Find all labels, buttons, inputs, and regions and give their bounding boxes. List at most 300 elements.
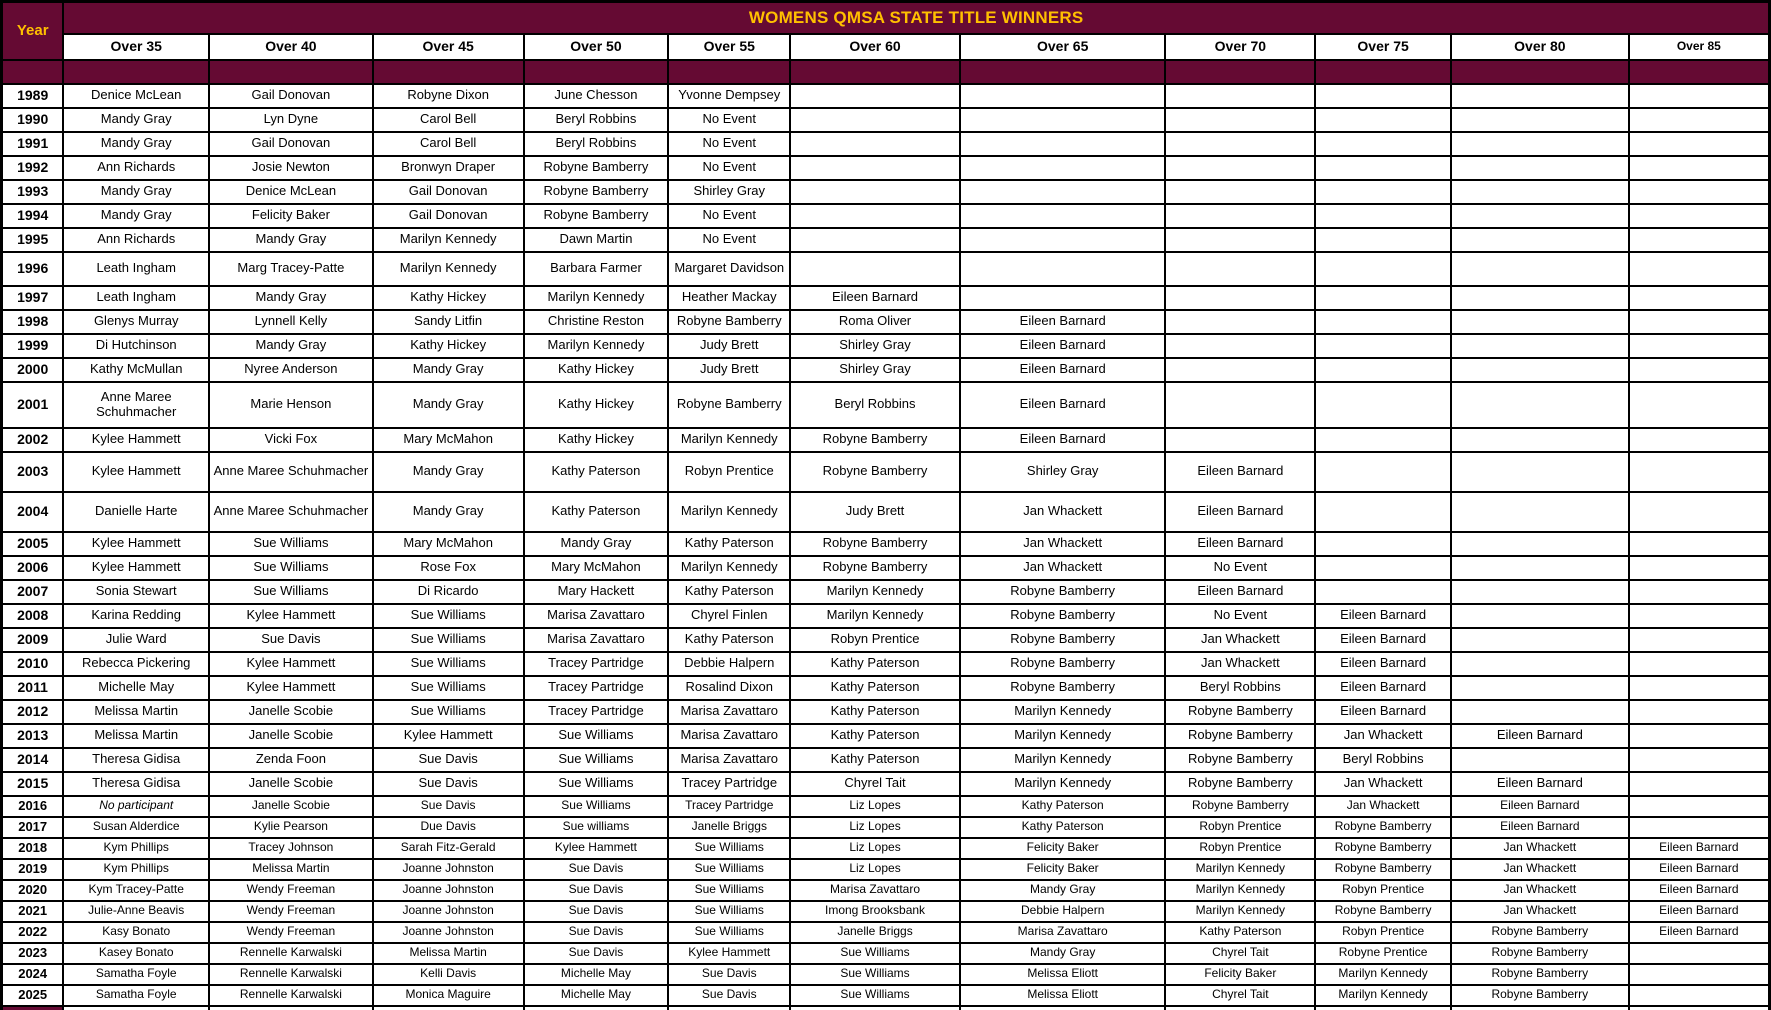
year-cell: 2015 xyxy=(2,772,64,796)
winner-cell: Eileen Barnard xyxy=(1165,532,1315,556)
winner-cell: Sue Williams xyxy=(524,724,669,748)
winner-cell: Marisa Zavattaro xyxy=(790,880,960,901)
winner-cell: Robyne Bamberry xyxy=(1315,901,1451,922)
winner-cell: Debbie Halpern xyxy=(668,652,790,676)
winner-cell xyxy=(1315,84,1451,108)
winner-cell: Beryl Robbins xyxy=(1315,748,1451,772)
winner-cell: Sue Williams xyxy=(373,652,524,676)
winner-cell: Josie Newton xyxy=(209,156,373,180)
winner-cell xyxy=(1629,796,1770,817)
winner-cell: Robyne Bamberry xyxy=(1165,748,1315,772)
winner-cell xyxy=(1629,252,1770,286)
winner-cell: Robyn Prentice xyxy=(1315,880,1451,901)
maroon-spacer-row xyxy=(2,60,1770,84)
winner-cell: Sue Williams xyxy=(668,880,790,901)
winner-cell: Rennelle Karwalski xyxy=(209,985,373,1006)
year-cell xyxy=(2,1006,64,1010)
winner-cell: Eileen Barnard xyxy=(1165,452,1315,492)
winner-cell: Chyrel Finlen xyxy=(668,604,790,628)
winner-cell xyxy=(1451,382,1629,428)
winner-cell: Kathy Paterson xyxy=(960,796,1166,817)
winner-cell xyxy=(1315,156,1451,180)
winner-cell: Mandy Gray xyxy=(960,880,1166,901)
winner-cell: Robyne Dixon xyxy=(373,84,524,108)
winner-cell: Eileen Barnard xyxy=(790,286,960,310)
column-header-over-50: Over 50 xyxy=(524,34,669,60)
table-row xyxy=(2,132,1770,156)
winner-cell xyxy=(790,180,960,204)
winner-cell xyxy=(960,204,1166,228)
winner-cell xyxy=(1315,252,1451,286)
winner-cell xyxy=(1315,532,1451,556)
column-header-over-65: Over 65 xyxy=(960,34,1166,60)
winner-cell: Robyne Bamberry xyxy=(1165,724,1315,748)
winner-cell: Robyne Bamberry xyxy=(960,604,1166,628)
spacer-cell xyxy=(1629,60,1770,84)
winner-cell: Marilyn Kennedy xyxy=(960,700,1166,724)
winner-cell: Robyne Bamberry xyxy=(790,452,960,492)
winner-cell xyxy=(960,1006,1166,1010)
winner-cell: Marie Henson xyxy=(209,382,373,428)
winner-cell xyxy=(1315,556,1451,580)
winner-cell: Eileen Barnard xyxy=(1629,859,1770,880)
winner-cell: Theresa Gidisa xyxy=(63,772,209,796)
winner-cell: Anne Maree Schuhmacher xyxy=(63,382,209,428)
table-body xyxy=(2,84,1770,1010)
winner-cell xyxy=(1629,358,1770,382)
table-row xyxy=(2,628,1770,652)
winner-cell: Tracey Partridge xyxy=(668,796,790,817)
spacer-cell xyxy=(209,60,373,84)
winner-cell: Sue Williams xyxy=(668,922,790,943)
table-row xyxy=(2,943,1770,964)
table-row xyxy=(2,724,1770,748)
winner-cell xyxy=(1629,84,1770,108)
winner-cell xyxy=(1451,132,1629,156)
table-row xyxy=(2,922,1770,943)
winner-cell: Sue Davis xyxy=(373,796,524,817)
winner-cell: Sue Williams xyxy=(524,748,669,772)
winner-cell xyxy=(1451,180,1629,204)
winner-cell: Eileen Barnard xyxy=(1165,580,1315,604)
winner-cell: Marilyn Kennedy xyxy=(790,604,960,628)
column-header-over-80: Over 80 xyxy=(1451,34,1629,60)
winner-cell xyxy=(1165,204,1315,228)
year-cell: 1990 xyxy=(2,108,64,132)
winner-cell: Eileen Barnard xyxy=(960,428,1166,452)
winner-cell xyxy=(1315,334,1451,358)
spacer-cell xyxy=(1451,60,1629,84)
winner-cell: Rennelle Karwalski xyxy=(209,943,373,964)
winner-cell: Marisa Zavattaro xyxy=(524,604,669,628)
winner-cell xyxy=(1165,382,1315,428)
year-cell: 2003 xyxy=(2,452,64,492)
winner-cell: Sandy Litfin xyxy=(373,310,524,334)
winner-cell xyxy=(1629,628,1770,652)
winner-cell: Janelle Scobie xyxy=(209,772,373,796)
winner-cell: Robyn Prentice xyxy=(1165,838,1315,859)
winner-cell: Barbara Farmer xyxy=(524,252,669,286)
winner-cell xyxy=(63,1006,209,1010)
year-cell: 2007 xyxy=(2,580,64,604)
winner-cell: Robyne Bamberry xyxy=(960,676,1166,700)
winner-cell: No Event xyxy=(668,156,790,180)
winner-cell xyxy=(1451,628,1629,652)
winner-cell: Marilyn Kennedy xyxy=(373,252,524,286)
winner-cell: Sue Davis xyxy=(373,748,524,772)
table-row xyxy=(2,652,1770,676)
winner-cell: Melissa Martin xyxy=(209,859,373,880)
winner-cell: Kylee Hammett xyxy=(209,652,373,676)
spacer-cell xyxy=(63,60,209,84)
winner-cell: Kathy Paterson xyxy=(524,452,669,492)
winner-cell xyxy=(1451,652,1629,676)
winner-cell: Kathy Hickey xyxy=(373,286,524,310)
winner-cell: Jan Whackett xyxy=(1315,772,1451,796)
winner-cell xyxy=(960,252,1166,286)
winner-cell: Robyne Bamberry xyxy=(1315,859,1451,880)
header-title-row xyxy=(2,2,1770,34)
winner-cell: Mandy Gray xyxy=(524,532,669,556)
winner-cell: Mandy Gray xyxy=(373,492,524,532)
winner-cell: Leath Ingham xyxy=(63,286,209,310)
winner-cell: Anne Maree Schuhmacher xyxy=(209,492,373,532)
winner-cell: Sue Davis xyxy=(524,922,669,943)
winner-cell xyxy=(960,180,1166,204)
column-header-row xyxy=(2,34,1770,60)
winner-cell: Marilyn Kennedy xyxy=(1315,985,1451,1006)
winner-cell xyxy=(1629,964,1770,985)
year-cell: 1998 xyxy=(2,310,64,334)
spacer-cell xyxy=(1315,60,1451,84)
winner-cell: Jan Whackett xyxy=(1165,652,1315,676)
winner-cell xyxy=(1629,556,1770,580)
winner-cell: Marilyn Kennedy xyxy=(1315,964,1451,985)
winner-cell: Denice McLean xyxy=(63,84,209,108)
spacer-cell xyxy=(960,60,1166,84)
winner-cell xyxy=(1451,676,1629,700)
winner-cell xyxy=(1451,156,1629,180)
winner-cell: Sue Williams xyxy=(209,532,373,556)
winner-cell: Danielle Harte xyxy=(63,492,209,532)
winner-cell: Joanne Johnston xyxy=(373,880,524,901)
table-row xyxy=(2,964,1770,985)
winner-cell: Robyne Bamberry xyxy=(790,556,960,580)
winner-cell: Robyne Bamberry xyxy=(1451,943,1629,964)
page-title: WOMENS QMSA STATE TITLE WINNERS xyxy=(63,2,1769,34)
winner-cell: Eileen Barnard xyxy=(1629,922,1770,943)
winner-cell: Kathy Paterson xyxy=(790,724,960,748)
winner-cell: Bronwyn Draper xyxy=(373,156,524,180)
winner-cell xyxy=(1315,310,1451,334)
winner-cell: Sue Davis xyxy=(373,772,524,796)
winner-cell xyxy=(1629,676,1770,700)
winner-cell: Eileen Barnard xyxy=(1315,628,1451,652)
winner-cell: Kathy Paterson xyxy=(960,817,1166,838)
winner-cell: Sue Williams xyxy=(373,628,524,652)
table-row xyxy=(2,796,1770,817)
year-cell: 1999 xyxy=(2,334,64,358)
winner-cell: Kylee Hammett xyxy=(63,532,209,556)
table-row xyxy=(2,901,1770,922)
winner-cell: Sue Davis xyxy=(524,901,669,922)
winner-cell: No Event xyxy=(668,132,790,156)
winner-cell xyxy=(1451,252,1629,286)
year-cell: 2009 xyxy=(2,628,64,652)
winner-cell: Sue Williams xyxy=(668,838,790,859)
winner-cell: Mary McMahon xyxy=(373,532,524,556)
winner-cell xyxy=(1629,382,1770,428)
winner-cell: Kylee Hammett xyxy=(63,556,209,580)
winner-cell xyxy=(790,204,960,228)
winner-cell: Chyrel Tait xyxy=(790,772,960,796)
table-row xyxy=(2,676,1770,700)
winner-cell xyxy=(1629,700,1770,724)
winner-cell: Sue Williams xyxy=(790,943,960,964)
winner-cell xyxy=(1629,452,1770,492)
winner-cell: Kathy Paterson xyxy=(790,652,960,676)
winner-cell: Gail Donovan xyxy=(373,204,524,228)
winner-cell: Melissa Martin xyxy=(63,724,209,748)
winner-cell: Wendy Freeman xyxy=(209,901,373,922)
winner-cell xyxy=(1315,358,1451,382)
table-row xyxy=(2,84,1770,108)
winner-cell: Michelle May xyxy=(63,676,209,700)
winner-cell: Marisa Zavattaro xyxy=(524,628,669,652)
winner-cell: Eileen Barnard xyxy=(1451,796,1629,817)
winner-cell xyxy=(1629,652,1770,676)
year-cell: 1989 xyxy=(2,84,64,108)
spacer-cell xyxy=(1165,60,1315,84)
winner-cell xyxy=(1165,252,1315,286)
winner-cell: Kasy Bonato xyxy=(63,922,209,943)
column-header-over-55: Over 55 xyxy=(668,34,790,60)
winner-cell xyxy=(1629,817,1770,838)
winner-cell: Eileen Barnard xyxy=(1451,772,1629,796)
winner-cell xyxy=(1451,84,1629,108)
table-row xyxy=(2,532,1770,556)
winner-cell: Janelle Briggs xyxy=(790,922,960,943)
winner-cell: Zenda Foon xyxy=(209,748,373,772)
winner-cell: Robyne Bamberry xyxy=(1165,772,1315,796)
winner-cell xyxy=(1629,748,1770,772)
table-row xyxy=(2,1006,1770,1010)
year-cell: 1995 xyxy=(2,228,64,252)
winner-cell: Shirley Gray xyxy=(668,180,790,204)
winner-cell: Sue Williams xyxy=(668,859,790,880)
winner-cell: Tracey Johnson xyxy=(209,838,373,859)
year-cell: 1991 xyxy=(2,132,64,156)
year-cell: 2000 xyxy=(2,358,64,382)
winner-cell: Mary McMahon xyxy=(373,428,524,452)
winner-cell: Sue Williams xyxy=(373,700,524,724)
winner-cell: Vicki Fox xyxy=(209,428,373,452)
winner-cell xyxy=(1165,180,1315,204)
winner-cell xyxy=(960,286,1166,310)
winner-cell xyxy=(1451,700,1629,724)
winner-cell xyxy=(960,156,1166,180)
spacer-cell xyxy=(790,60,960,84)
winner-cell: Jan Whackett xyxy=(1451,859,1629,880)
winner-cell xyxy=(1315,580,1451,604)
winner-cell xyxy=(1629,1006,1770,1010)
winner-cell: Lynnell Kelly xyxy=(209,310,373,334)
winner-cell: No Event xyxy=(1165,604,1315,628)
winner-cell: Yvonne Dempsey xyxy=(668,84,790,108)
winner-cell: Eileen Barnard xyxy=(960,358,1166,382)
winner-cell: Theresa Gidisa xyxy=(63,748,209,772)
winner-cell: Robyn Prentice xyxy=(1315,922,1451,943)
year-cell: 2019 xyxy=(2,859,64,880)
winner-cell xyxy=(960,84,1166,108)
table-row xyxy=(2,228,1770,252)
winner-cell: Kym Phillips xyxy=(63,838,209,859)
winner-cell: Robyne Bamberry xyxy=(524,204,669,228)
winner-cell: Robyne Bamberry xyxy=(524,156,669,180)
winner-cell xyxy=(373,1006,524,1010)
winner-cell xyxy=(1451,228,1629,252)
winner-cell xyxy=(1315,1006,1451,1010)
year-cell: 2011 xyxy=(2,676,64,700)
column-header-over-60: Over 60 xyxy=(790,34,960,60)
winner-cell xyxy=(1629,724,1770,748)
table-row xyxy=(2,838,1770,859)
winner-cell xyxy=(1315,180,1451,204)
winner-cell xyxy=(1451,580,1629,604)
winner-cell: Joanne Johnston xyxy=(373,922,524,943)
winner-cell: Mandy Gray xyxy=(373,382,524,428)
winner-cell xyxy=(1165,108,1315,132)
winner-cell xyxy=(1451,358,1629,382)
winner-cell: Debbie Halpern xyxy=(960,901,1166,922)
winner-cell: Judy Brett xyxy=(668,358,790,382)
winner-cell: Shirley Gray xyxy=(960,452,1166,492)
winner-cell: Marisa Zavattaro xyxy=(668,700,790,724)
winner-cell: Rosalind Dixon xyxy=(668,676,790,700)
winner-cell: Jan Whackett xyxy=(1451,901,1629,922)
table-row xyxy=(2,286,1770,310)
table-row xyxy=(2,452,1770,492)
winner-cell: No Event xyxy=(668,204,790,228)
winner-cell xyxy=(790,108,960,132)
winner-cell xyxy=(1165,228,1315,252)
winner-cell: Kasey Bonato xyxy=(63,943,209,964)
column-header-over-75: Over 75 xyxy=(1315,34,1451,60)
winner-cell: Marilyn Kennedy xyxy=(1165,859,1315,880)
winner-cell: Sue williams xyxy=(524,817,669,838)
winner-cell: Melissa Martin xyxy=(63,700,209,724)
winner-cell: Roma Oliver xyxy=(790,310,960,334)
table-row xyxy=(2,204,1770,228)
winner-cell: Sue Williams xyxy=(209,556,373,580)
winner-cell xyxy=(1629,228,1770,252)
column-header-over-85: Over 85 xyxy=(1629,34,1770,60)
winner-cell: Eileen Barnard xyxy=(1629,838,1770,859)
winner-cell: Robyn Prentice xyxy=(1165,817,1315,838)
winner-cell: Eileen Barnard xyxy=(1315,652,1451,676)
winner-cell: Robyn Prentice xyxy=(668,452,790,492)
winner-cell: Melissa Martin xyxy=(373,943,524,964)
winner-cell xyxy=(1451,334,1629,358)
winner-cell xyxy=(1451,604,1629,628)
winner-cell: Sue Davis xyxy=(524,859,669,880)
winner-cell: Kylee Hammett xyxy=(668,943,790,964)
winner-cell: Sue Williams xyxy=(373,604,524,628)
winner-cell: Robyne Bamberry xyxy=(524,180,669,204)
table-row xyxy=(2,859,1770,880)
winner-cell: Julie-Anne Beavis xyxy=(63,901,209,922)
year-cell: 2006 xyxy=(2,556,64,580)
winner-cell xyxy=(1629,985,1770,1006)
year-cell: 2025 xyxy=(2,985,64,1006)
winner-cell: Marilyn Kennedy xyxy=(668,556,790,580)
winner-cell: Robyne Bamberry xyxy=(1165,796,1315,817)
winner-cell: Robyne Bamberry xyxy=(1315,838,1451,859)
year-cell: 2004 xyxy=(2,492,64,532)
table-row xyxy=(2,108,1770,132)
year-cell: 2008 xyxy=(2,604,64,628)
winner-cell xyxy=(524,1006,669,1010)
winner-cell: Jan Whackett xyxy=(1315,796,1451,817)
winner-cell xyxy=(1629,772,1770,796)
winner-cell: Eileen Barnard xyxy=(960,310,1166,334)
winner-cell: Gail Donovan xyxy=(373,180,524,204)
winner-cell: Jan Whackett xyxy=(960,556,1166,580)
winner-cell: Felicity Baker xyxy=(960,859,1166,880)
column-header-over-40: Over 40 xyxy=(209,34,373,60)
winner-cell: Kathy Hickey xyxy=(524,428,669,452)
year-cell: 2021 xyxy=(2,901,64,922)
winner-cell: Samatha Foyle xyxy=(63,985,209,1006)
winner-cell xyxy=(1165,132,1315,156)
winner-cell: Beryl Robbins xyxy=(790,382,960,428)
winner-cell: Tracey Partridge xyxy=(668,772,790,796)
winner-cell: Sue Davis xyxy=(668,985,790,1006)
winner-cell: Mandy Gray xyxy=(63,132,209,156)
winner-cell: Sue Williams xyxy=(668,901,790,922)
winner-cell: Mary McMahon xyxy=(524,556,669,580)
winner-cell: Mandy Gray xyxy=(63,180,209,204)
winner-cell xyxy=(1451,492,1629,532)
winner-cell: Joanne Johnston xyxy=(373,859,524,880)
winner-cell xyxy=(1629,156,1770,180)
winner-cell xyxy=(1165,428,1315,452)
table-row xyxy=(2,382,1770,428)
winner-cell: Kylee Hammett xyxy=(63,452,209,492)
winner-cell: Michelle May xyxy=(524,964,669,985)
winner-cell: Eileen Barnard xyxy=(1629,880,1770,901)
winner-cell: Kathy McMullan xyxy=(63,358,209,382)
winner-cell: Beryl Robbins xyxy=(524,132,669,156)
winner-cell: Kathy Hickey xyxy=(524,382,669,428)
winner-cell xyxy=(790,228,960,252)
winner-cell: Robyne Bamberry xyxy=(960,628,1166,652)
winner-cell: Kylee Hammett xyxy=(63,428,209,452)
year-column-header: Year xyxy=(2,2,64,60)
table-row xyxy=(2,580,1770,604)
winner-cell xyxy=(1165,84,1315,108)
winner-cell xyxy=(1629,604,1770,628)
winner-cell: Anne Maree Schuhmacher xyxy=(209,452,373,492)
winner-cell: Mandy Gray xyxy=(63,108,209,132)
year-cell: 2001 xyxy=(2,382,64,428)
winner-cell: Dawn Martin xyxy=(524,228,669,252)
winner-cell xyxy=(790,1006,960,1010)
winner-cell xyxy=(1315,108,1451,132)
winner-cell: Marilyn Kennedy xyxy=(960,748,1166,772)
winner-cell: Marilyn Kennedy xyxy=(668,428,790,452)
table-row xyxy=(2,358,1770,382)
